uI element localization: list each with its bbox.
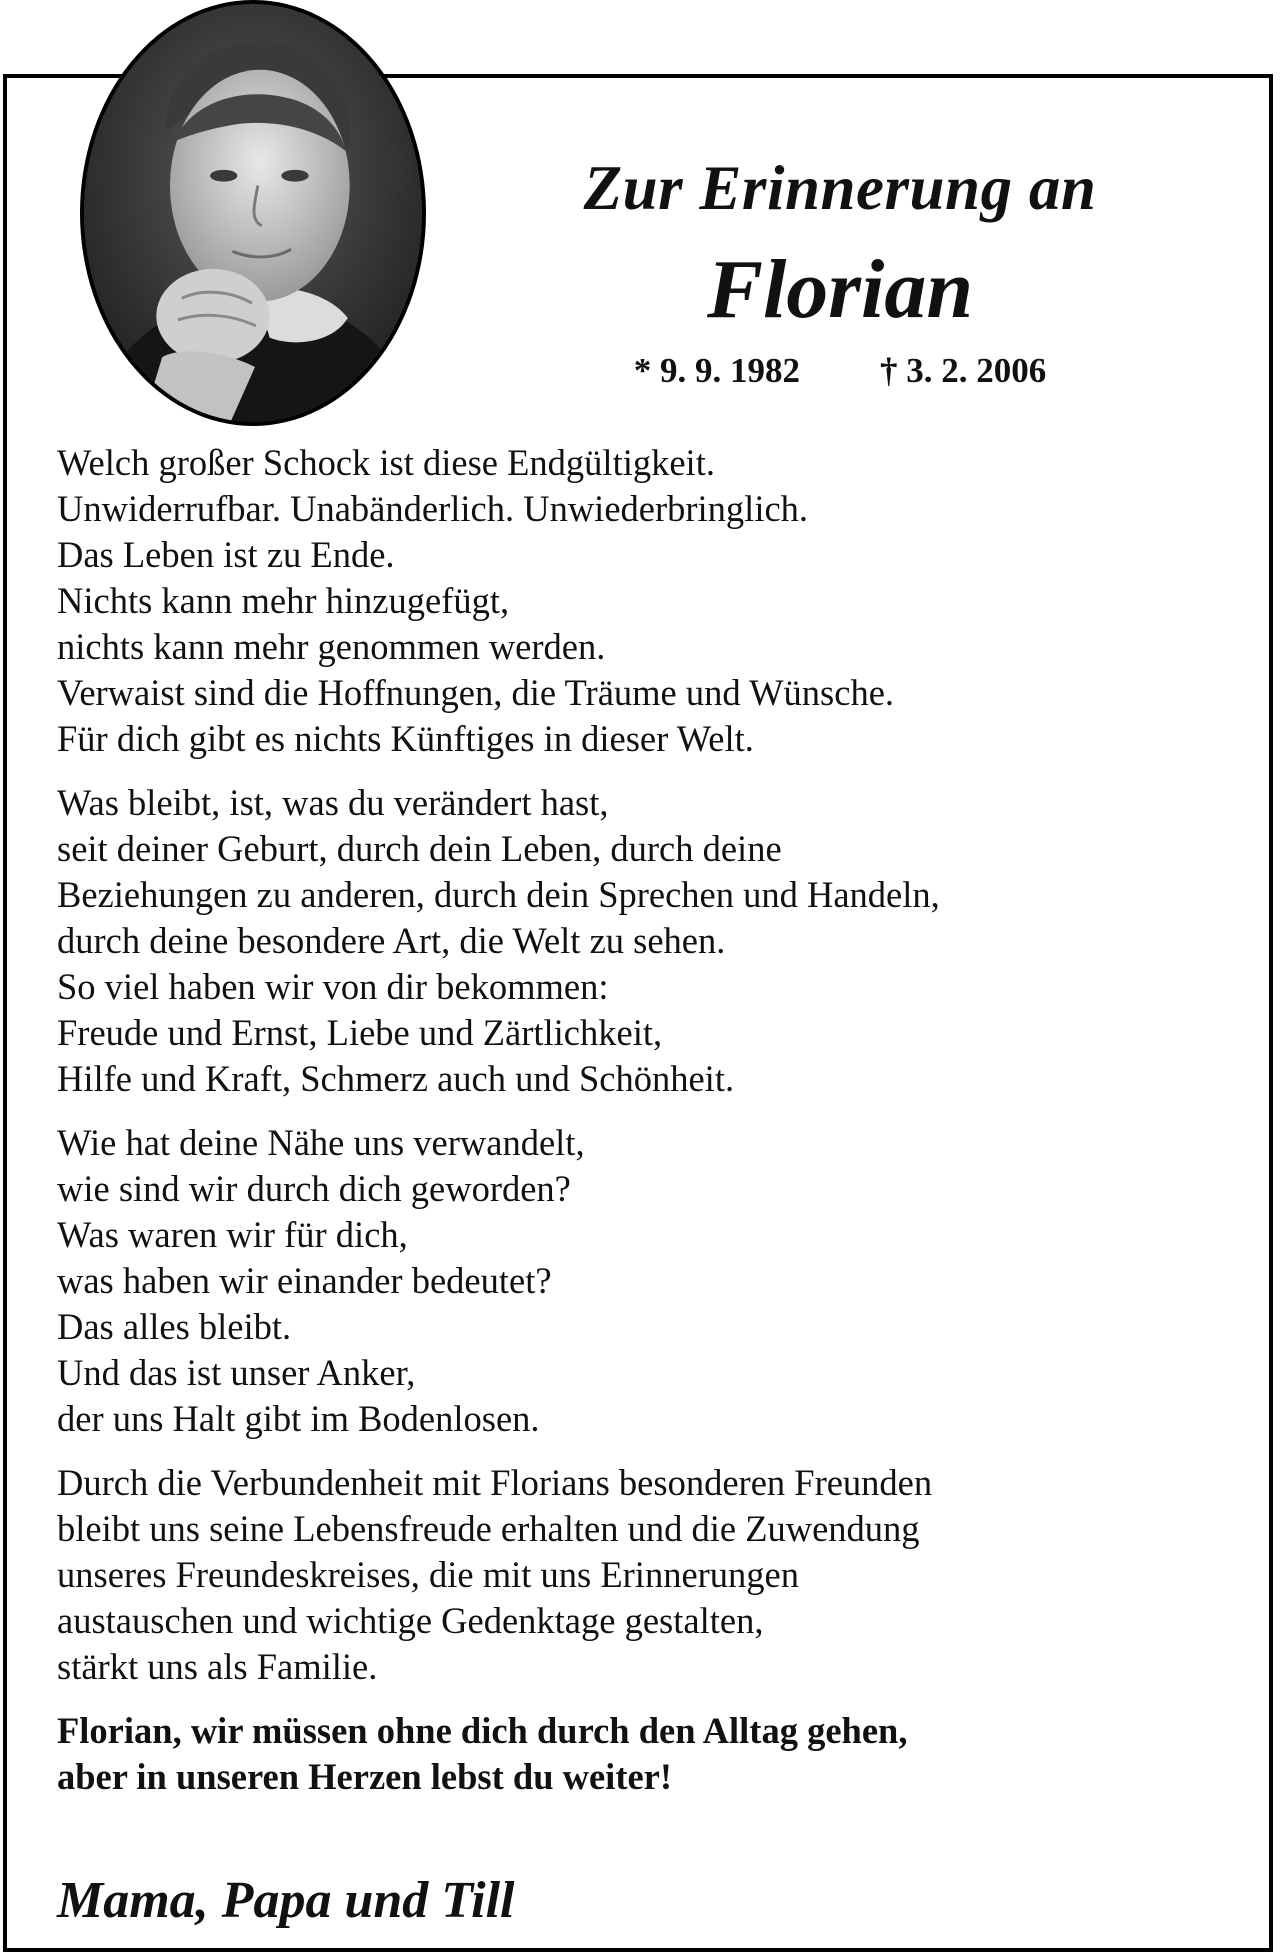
birth-date: * 9. 9. 1982 [633,351,800,390]
poem-line: nichts kann mehr genommen werden. [57,626,606,667]
poem-line: Unwiderrufbar. Unabänderlich. Unwiederbringlich. [57,488,809,529]
poem-line: Das Leben ist zu Ende. [57,534,395,575]
poem-line: Hilfe und Kraft, Schmerz auch und Schönheit. [57,1058,735,1099]
closing-line: aber in unseren Herzen lebst du weiter! [57,1756,673,1797]
poem-line: Was waren wir für dich, [57,1214,408,1255]
stanza-1 [57,440,1237,762]
portrait-photo [80,0,426,426]
poem-line: Freude und Ernst, Liebe und Zärtlichkeit, [57,1012,663,1053]
poem-line: Wie hat deine Nähe uns verwandelt, [57,1122,585,1163]
stanza-3 [57,1120,1237,1442]
stanza-2 [57,780,1237,1102]
poem-line: Beziehungen zu anderen, durch dein Sprechen und Handeln, [57,874,940,915]
poem-line: Welch großer Schock ist diese Endgültigkeit. [57,442,715,483]
life-dates [480,348,1200,394]
poem-line: austauschen und wichtige Gedenktage gestalten, [57,1600,764,1641]
poem-line: Für dich gibt es nichts Künftiges in dieser Welt. [57,718,754,759]
closing-statement [57,1708,1237,1800]
poem-line: So viel haben wir von dir bekommen: [57,966,609,1007]
closing-line: Florian, wir müssen ohne dich durch den Alltag gehen, [57,1710,908,1751]
poem-line: Und das ist unser Anker, [57,1352,416,1393]
memorial-intro: Zur Erinnerung an [583,153,1097,223]
poem-line: Durch die Verbundenheit mit Florians besonderen Freunden [57,1462,933,1503]
poem-line: Was bleibt, ist, was du verändert hast, [57,782,609,823]
poem-line: Das alles bleibt. [57,1306,292,1347]
poem-line: Verwaist sind die Hoffnungen, die Träume und Wünsche. [57,672,895,713]
poem-line: der uns Halt gibt im Bodenlosen. [57,1398,540,1439]
death-date: † 3. 2. 2006 [880,351,1047,390]
poem-line: Nichts kann mehr hinzugefügt, [57,580,510,621]
stanza-4 [57,1460,1237,1690]
portrait-illustration [84,4,422,422]
poem-body [57,440,1237,1800]
poem-line: seit deiner Geburt, durch dein Leben, durch deine [57,828,782,869]
deceased-name: Florian [706,243,974,336]
family-signature: Mama, Papa und Till [57,1872,515,1929]
poem-line: unseres Freundeskreises, die mit uns Erinnerungen [57,1554,799,1595]
poem-line: was haben wir einander bedeutet? [57,1260,552,1301]
poem-line: wie sind wir durch dich geworden? [57,1168,571,1209]
poem-line: stärkt uns als Familie. [57,1646,378,1687]
poem-line: bleibt uns seine Lebensfreude erhalten und die Zuwendung [57,1508,920,1549]
poem-line: durch deine besondere Art, die Welt zu sehen. [57,920,726,961]
